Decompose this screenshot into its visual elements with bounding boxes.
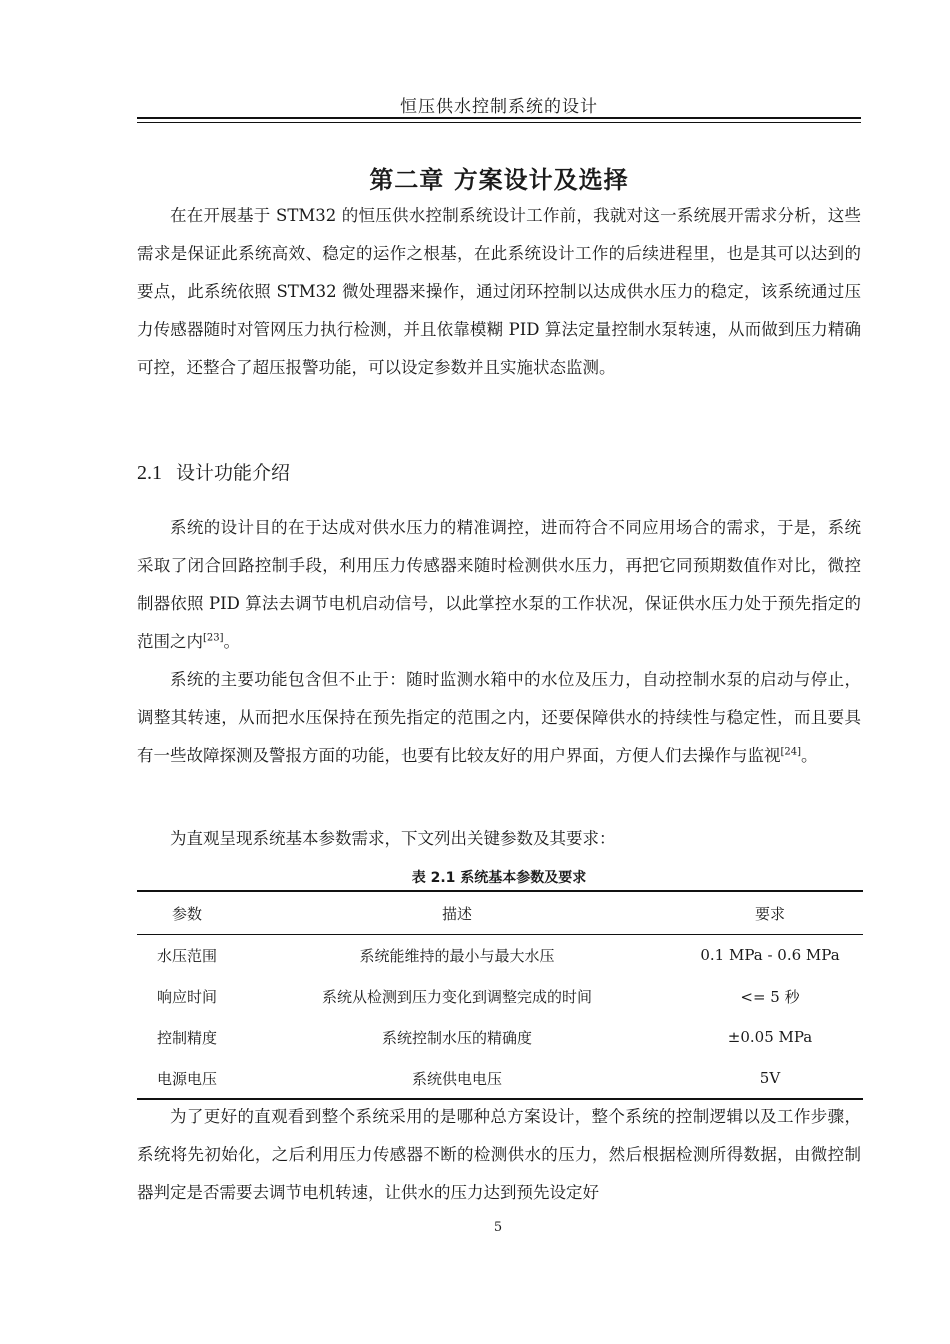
table-header-cell: 要求	[754, 904, 785, 923]
table-cell: 系统供电电压	[411, 1069, 502, 1088]
citation-ref: [23]	[203, 632, 224, 644]
page-number: 5	[493, 1220, 503, 1235]
table-header-row	[137, 893, 863, 933]
table-caption: 表 2.1 系统基本参数及要求	[411, 870, 587, 886]
table-cell: ±0.05 MPa	[727, 1028, 813, 1046]
table-cell: <= 5 秒	[740, 987, 800, 1006]
section-number: 2.1	[137, 462, 162, 484]
table-cell: 系统从检测到压力变化到调整完成的时间	[321, 987, 592, 1006]
chapter-title: 第二章 方案设计及选择	[369, 166, 629, 194]
paragraph-end-mark: 。	[223, 632, 241, 651]
table-cell: 电源电压	[156, 1069, 217, 1088]
table-header-cell: 描述	[441, 904, 472, 923]
table-cell: 系统控制水压的精确度	[381, 1028, 532, 1047]
header-rule-thin	[137, 122, 861, 123]
table-cell: 响应时间	[156, 987, 217, 1006]
running-header: 恒压供水控制系统的设计	[400, 97, 598, 117]
table-row	[137, 976, 863, 1016]
paragraph-design-goal	[137, 509, 861, 661]
intro-paragraph: 在在开展基于 STM32 的恒压供水控制系统设计工作前，我就对这一系统展开需求分析，这些需求是保证此系统高效、稳定的运作之根基，在此系统设计工作的后续进程里，也是其可以达到的要点，此系统依照 STM32 微处理器来操作，通过闭环控制以达成供水压力的稳定，该系统通过压力传感器随时对管网压力执行检测，并且依靠模糊 PID 算法定量控制水泵转速，从而做到压力精确可控，还整合了超压报警功能，可以设定参数并且实施状态监测。	[137, 206, 861, 377]
table-row	[137, 935, 863, 975]
table-cell: 5V	[759, 1069, 781, 1087]
table-header-cell: 参数	[171, 904, 202, 923]
section-heading	[137, 458, 290, 485]
paragraph-table-intro: 为直观呈现系统基本参数需求，下文列出关键参数及其要求：	[170, 829, 616, 848]
table-top-rule	[137, 890, 863, 892]
citation-ref: [24]	[780, 746, 802, 758]
header-rule-thick	[137, 117, 861, 119]
paragraph-end-mark: 。	[801, 746, 818, 765]
paragraph-main-functions-text: 系统的主要功能包含但不止于：随时监测水箱中的水位及压力，自动控制水泵的启动与停止，调整其转速，从而把水压保持在预先指定的范围之内，还要保障供水的持续性与稳定性，而且要具有一些故障探测及警报方面的功能，也要有比较友好的用户界面，方便人们去操作与监视	[137, 670, 861, 765]
paragraph-design-goal-text: 系统的设计目的在于达成对供水压力的精准调控，进而符合不同应用场合的需求，于是，系统采取了闭合回路控制手段，利用压力传感器来随时检测供水压力，再把它同预期数值作对比，微控制器依照 PID 算法去调节电机启动信号，以此掌控水泵的工作状况，保证供水压力处于预先指定的范围之内	[137, 518, 861, 651]
table-cell: 0.1 MPa - 0.6 MPa	[700, 946, 840, 964]
table-row	[137, 1017, 863, 1057]
paragraph-overall-scheme: 为了更好的直观看到整个系统采用的是哪种总方案设计，整个系统的控制逻辑以及工作步骤，系统将先初始化，之后利用压力传感器不断的检测供水的压力，然后根据检测所得数据，由微控制器判定是否需要去调节电机转速，让供水的压力达到预先设定好	[137, 1107, 861, 1202]
section-title: 设计功能介绍	[176, 462, 291, 484]
table-row	[137, 1058, 863, 1098]
table-cell: 控制精度	[156, 1028, 217, 1047]
paragraph-main-functions	[137, 661, 861, 775]
table-cell: 水压范围	[156, 946, 217, 965]
table-cell: 系统能维持的最小与最大水压	[359, 946, 555, 965]
